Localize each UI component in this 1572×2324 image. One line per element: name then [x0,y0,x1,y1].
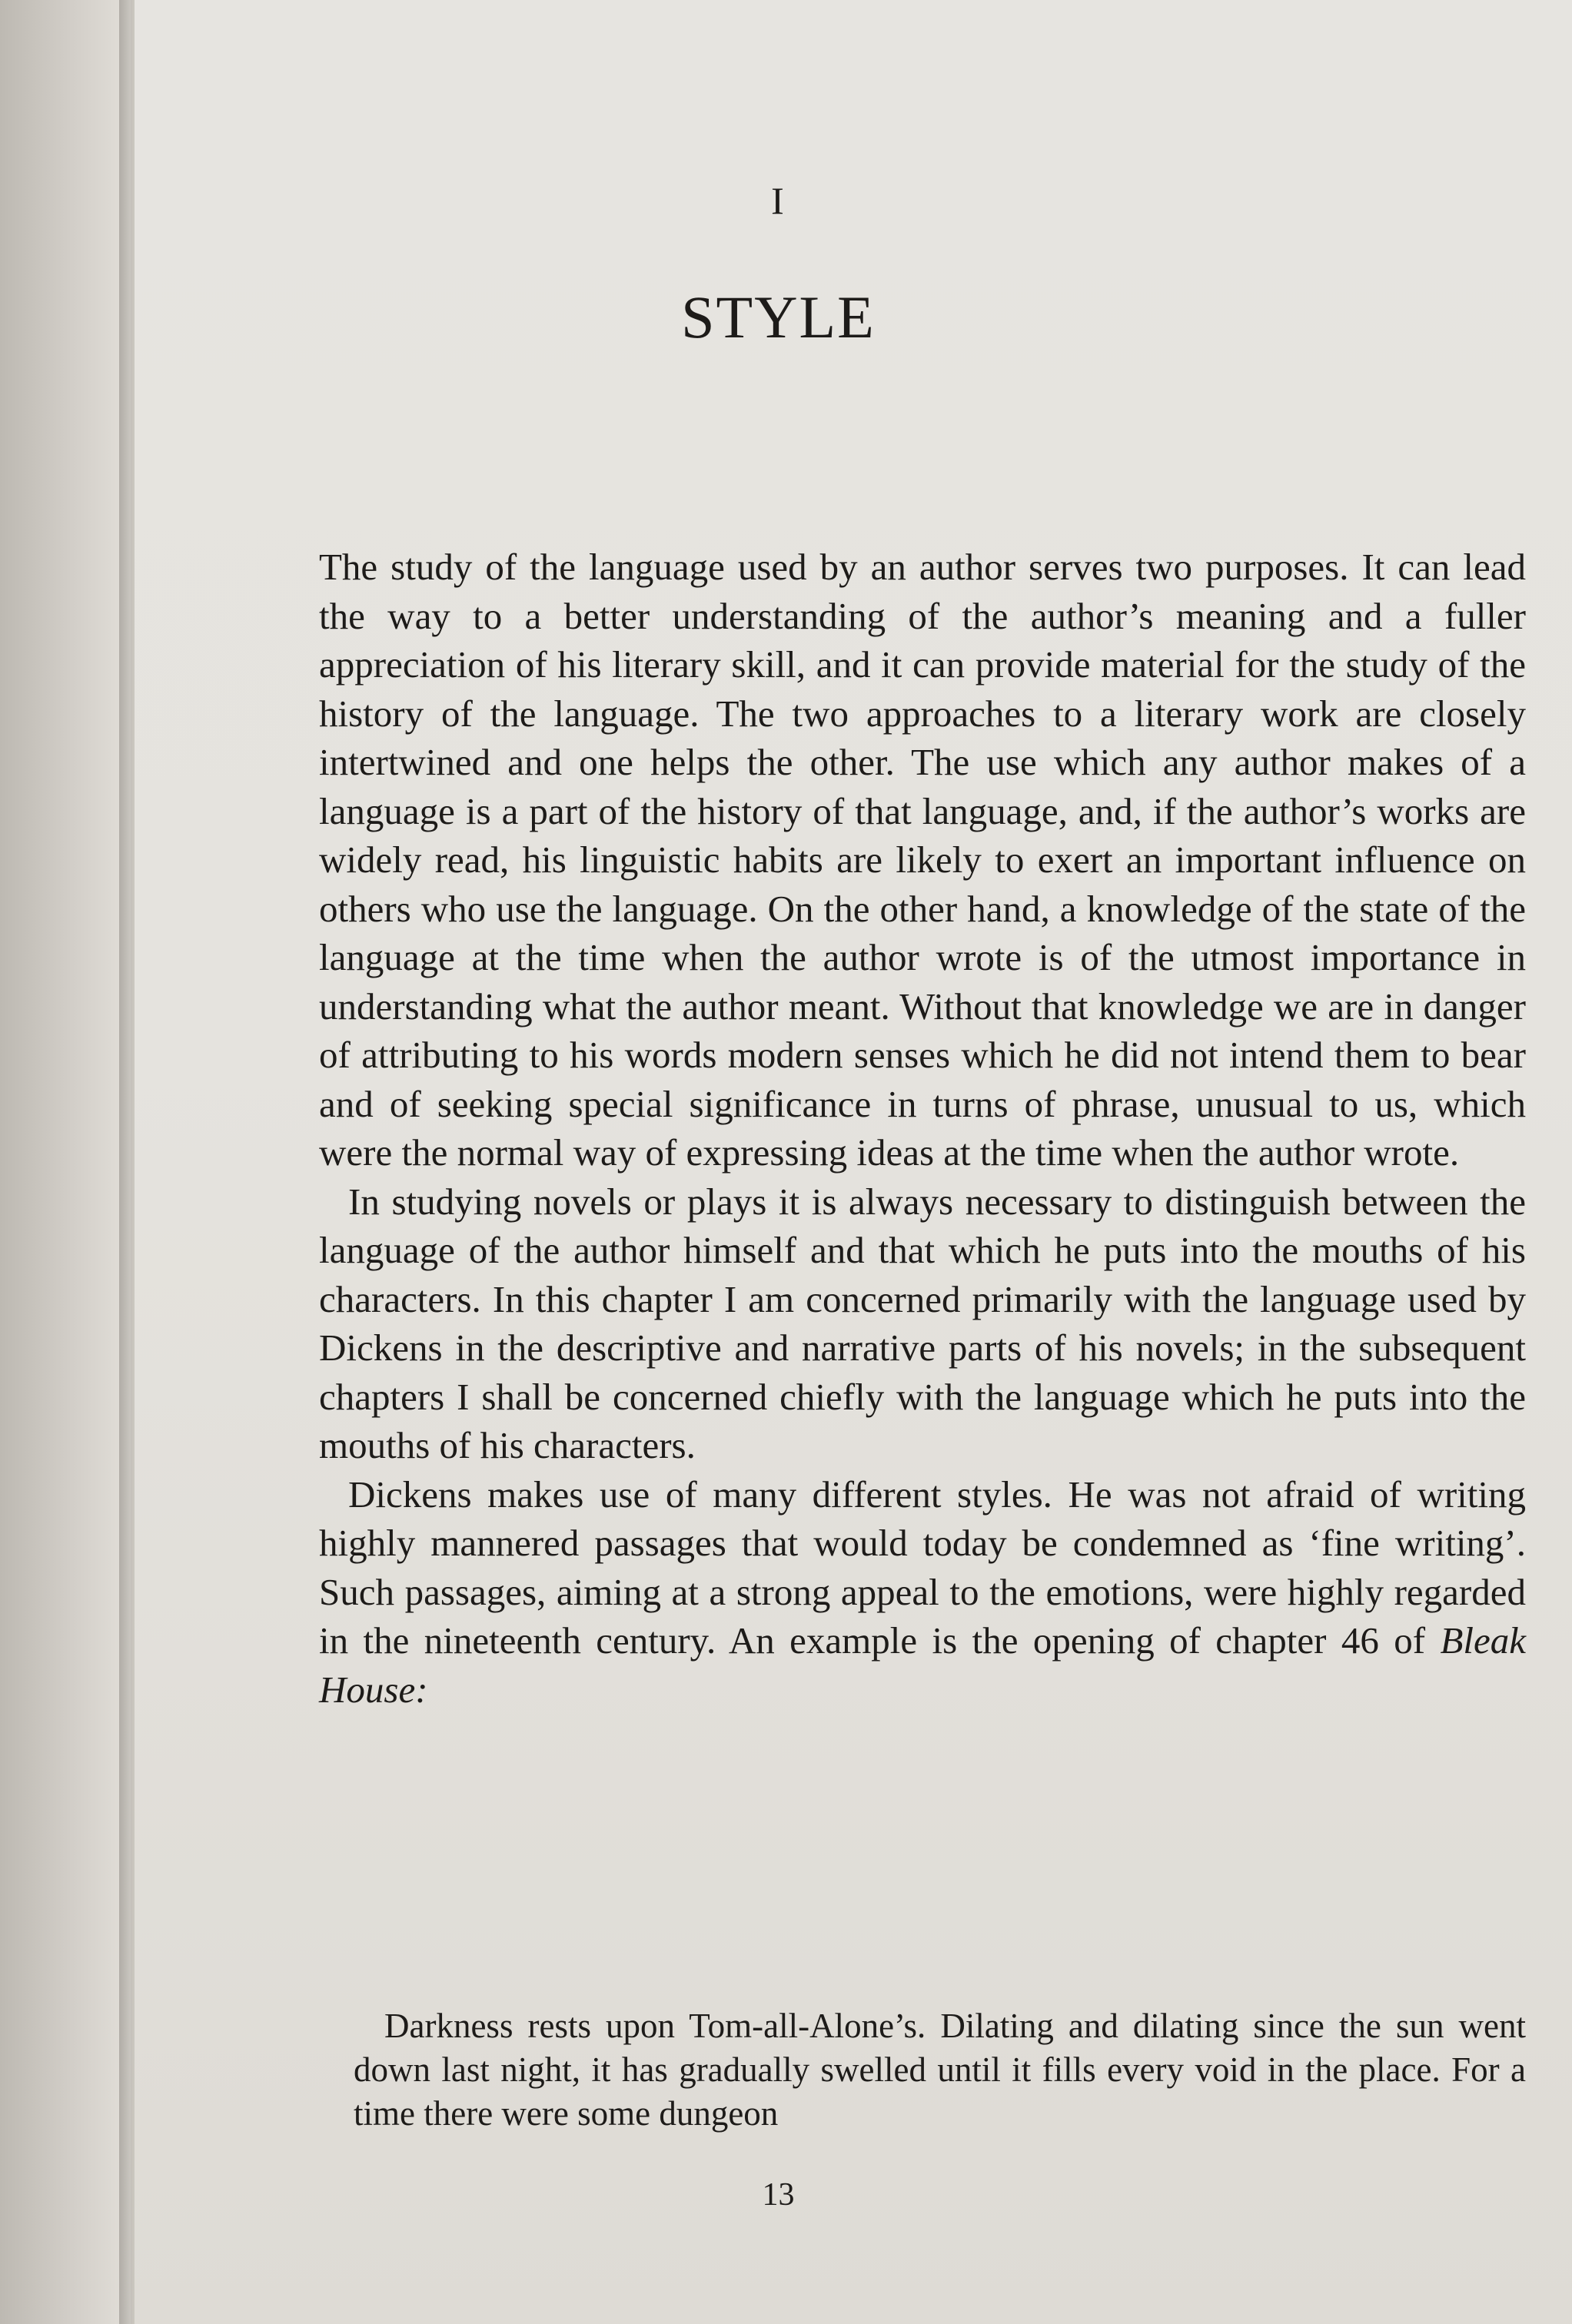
page-number: 13 [762,2177,795,2213]
chapter-number: I [771,179,786,222]
book-gutter [0,0,131,2324]
body-text [319,543,1526,1714]
book-page [135,0,1572,2324]
paragraph-1: The study of the language used by an author serves two purposes. It can lead the way to a better understanding of the author’s meaning and a fuller appreciation of his literary skill, and it can provide material for the study of the history of the language. The two approaches to a literary work are closely intertwined and one helps the other. The use which any author makes of a language is a part of the history of that language, and, if the author’s works are widely read, his linguistic habits are likely to exert an important influence on others who use the language. On the other hand, a knowledge of the state of the language at the time when the author wrote is of the utmost importance in understanding what the author meant. Without that knowledge we are in danger of attributing to his words modern senses which he did not intend them to bear and of seeking special significance in turns of phrase, unusual to us, which were the normal way of expressing ideas at the time when the author wrote. [319,546,1526,1174]
paragraph-2: In studying novels or plays it is always necessary to distinguish between the language of the author himself and that which he puts into the mouths of his characters. In this chapter I am concerned primarily with the language used by Dickens in the descriptive and narrative parts of his novels; in the subsequent chapters I shall be concerned chiefly with the language which he puts into the mouths of his characters. [319,1180,1526,1466]
block-quotation: Darkness rests upon Tom-all-Alone’s. Dilating and dilating since the sun went down last night, it has gradually swelled until it fills every void in the place. For a time there were some dungeon [354,2007,1526,2133]
paragraph-3-text: Dickens makes use of many different styles. He was not afraid of writing highly mannered passages that would today be condemned as ‘fine writing’. Such passages, aiming at a strong appeal to the emotions, were highly regarded in the nineteenth century. An example is the opening of chapter 46 of [319,1472,1526,1662]
chapter-title: STYLE [681,284,876,350]
paragraph-3 [319,1470,1526,1715]
book-title: Bleak House: [319,1619,1526,1711]
